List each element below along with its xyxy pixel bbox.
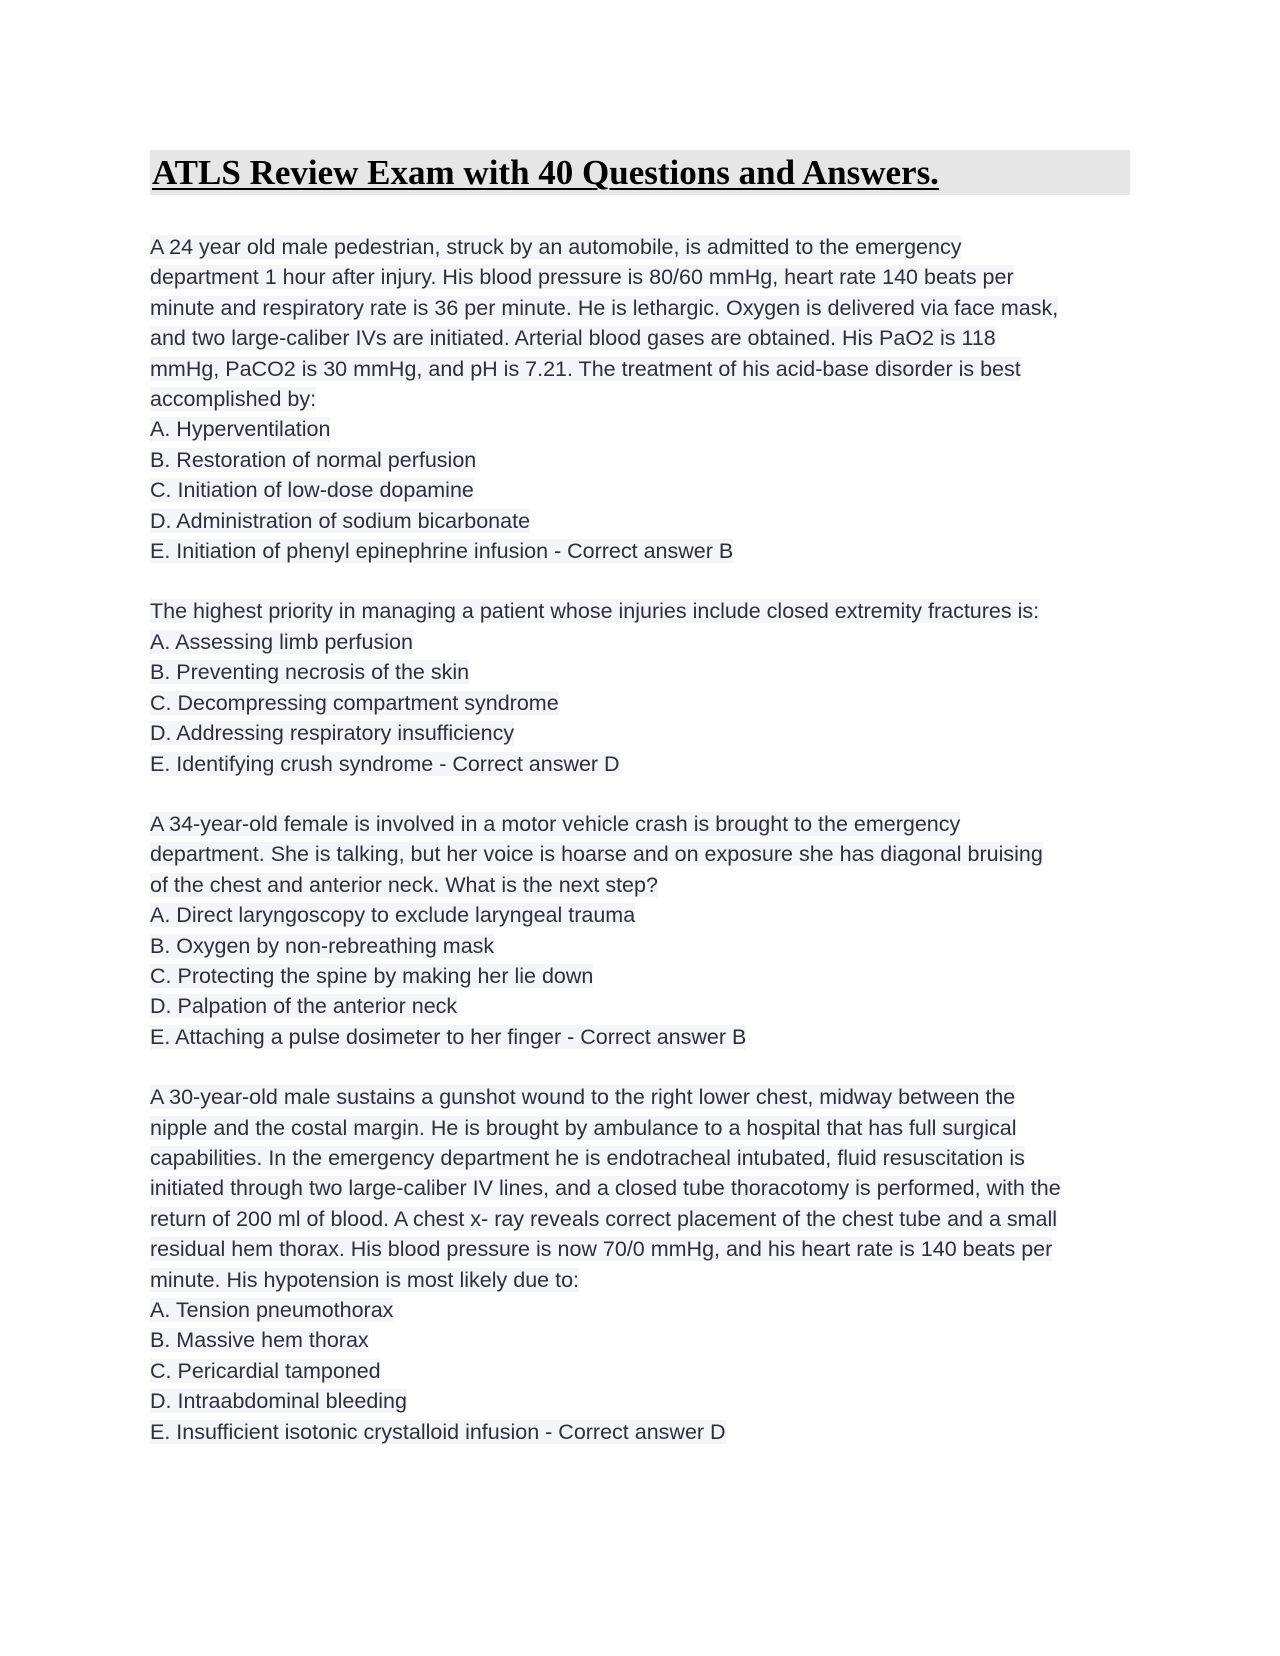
answer-option-text: D. Administration of sodium bicarbonate <box>150 508 531 533</box>
answer-option <box>150 688 1130 718</box>
answer-option <box>150 991 1130 1021</box>
answer-option-text: E. Identifying crush syndrome - Correct answer D <box>150 751 620 776</box>
answer-option-text: A. Assessing limb perfusion <box>150 629 413 654</box>
question-stem-text: The highest priority in managing a patient whose injuries include closed extremity fractures is: <box>150 599 1040 624</box>
question-stem-line <box>150 354 1130 384</box>
answer-option <box>150 1325 1130 1355</box>
answer-option-text: A. Tension pneumothorax <box>150 1298 394 1322</box>
question-stem-line <box>150 596 1130 626</box>
answer-option-text: A. Direct laryngoscopy to exclude laryngeal trauma <box>150 903 636 928</box>
question-stem-line <box>150 839 1130 869</box>
question-stem-text: A 24 year old male pedestrian, struck by an automobile, is admitted to the emergency <box>150 235 962 259</box>
question-stem-text: return of 200 ml of blood. A chest x- ray reveals correct placement of the chest tube and a small <box>150 1206 1058 1231</box>
answer-option-text: C. Initiation of low-dose dopamine <box>150 478 474 503</box>
answer-option <box>150 718 1130 748</box>
answer-option-text: D. Intraabdominal bleeding <box>150 1389 407 1414</box>
question-stem-text: A 34-year-old female is involved in a motor vehicle crash is brought to the emergency <box>150 811 961 836</box>
document-page <box>150 150 1130 1477</box>
question-stem-line <box>150 1143 1130 1173</box>
answer-option-text: E. Insufficient isotonic crystalloid infusion - Correct answer D <box>150 1419 726 1444</box>
answer-option <box>150 1417 1130 1447</box>
question-stem-line <box>150 1173 1130 1203</box>
question-stem-text: nipple and the costal margin. He is brought by ambulance to a hospital that has full surgical <box>150 1115 1017 1140</box>
answer-option <box>150 414 1130 444</box>
answer-option-text: C. Decompressing compartment syndrome <box>150 690 559 715</box>
question-block <box>150 809 1130 1052</box>
answer-option <box>150 931 1130 961</box>
answer-option <box>150 506 1130 536</box>
answer-option-text: C. Pericardial tamponed <box>150 1358 381 1383</box>
question-block <box>150 232 1130 566</box>
question-stem-line <box>150 323 1130 353</box>
question-stem-line <box>150 384 1130 414</box>
answer-option <box>150 657 1130 687</box>
answer-option-text: A. Hyperventilation <box>150 417 331 442</box>
answer-option-text: B. Restoration of normal perfusion <box>150 447 477 472</box>
answer-option <box>150 900 1130 930</box>
answer-option-text: B. Oxygen by non-rebreathing mask <box>150 933 495 958</box>
question-stem-text: capabilities. In the emergency department he is endotracheal intubated, fluid resuscitation is <box>150 1145 1025 1170</box>
answer-option <box>150 1022 1130 1052</box>
answer-option-text: C. Protecting the spine by making her lie down <box>150 963 594 988</box>
answer-option <box>150 475 1130 505</box>
question-stem-line <box>150 1082 1130 1112</box>
question-stem-line <box>150 1113 1130 1143</box>
title-bar <box>150 150 1130 195</box>
question-stem-text: of the chest and anterior neck. What is the next step? <box>150 872 658 897</box>
question-stem-line <box>150 293 1130 323</box>
answer-option-text: B. Preventing necrosis of the skin <box>150 660 470 685</box>
answer-option-text: E. Initiation of phenyl epinephrine infusion - Correct answer B <box>150 539 734 564</box>
question-stem-line <box>150 870 1130 900</box>
answer-option-text: D. Addressing respiratory insufficiency <box>150 721 515 746</box>
document-title: ATLS Review Exam with 40 Questions and Answers. <box>152 153 939 192</box>
question-stem-text: minute. His hypotension is most likely due to: <box>150 1267 580 1292</box>
answer-option <box>150 627 1130 657</box>
answer-option <box>150 961 1130 991</box>
answer-option-text: D. Palpation of the anterior neck <box>150 994 458 1019</box>
answer-option <box>150 749 1130 779</box>
question-stem-text: accomplished by: <box>150 387 317 412</box>
question-stem-line <box>150 1204 1130 1234</box>
question-block <box>150 1082 1130 1447</box>
question-stem-line <box>150 1265 1130 1295</box>
question-stem-line <box>150 262 1130 292</box>
answer-option <box>150 536 1130 566</box>
question-stem-text: residual hem thorax. His blood pressure is now 70/0 mmHg, and his heart rate is 140 beats per <box>150 1237 1053 1262</box>
answer-option <box>150 1295 1130 1325</box>
question-stem-text: A 30-year-old male sustains a gunshot wound to the right lower chest, midway between the <box>150 1085 1016 1110</box>
question-stem-text: department. She is talking, but her voice is hoarse and on exposure she has diagonal bruising <box>150 842 1043 867</box>
question-stem-text: initiated through two large-caliber IV lines, and a closed tube thoracotomy is performed, with the <box>150 1176 1061 1201</box>
answer-option <box>150 1386 1130 1416</box>
answer-option-text: E. Attaching a pulse dosimeter to her finger - Correct answer B <box>150 1024 747 1049</box>
question-block <box>150 596 1130 778</box>
question-stem-text: minute and respiratory rate is 36 per minute. He is lethargic. Oxygen is delivered via face mask, <box>150 295 1059 320</box>
answer-option <box>150 1356 1130 1386</box>
question-stem-text: mmHg, PaCO2 is 30 mmHg, and pH is 7.21. The treatment of his acid-base disorder is best <box>150 356 1021 381</box>
question-stem-line <box>150 1234 1130 1264</box>
answer-option-text: B. Massive hem thorax <box>150 1328 369 1353</box>
question-stem-text: department 1 hour after injury. His blood pressure is 80/60 mmHg, heart rate 140 beats per <box>150 265 1014 290</box>
question-stem-line <box>150 232 1130 262</box>
question-list <box>150 232 1130 1447</box>
answer-option <box>150 445 1130 475</box>
question-stem-line <box>150 809 1130 839</box>
question-stem-text: and two large-caliber IVs are initiated. Arterial blood gases are obtained. His PaO2 is 118 <box>150 326 996 351</box>
